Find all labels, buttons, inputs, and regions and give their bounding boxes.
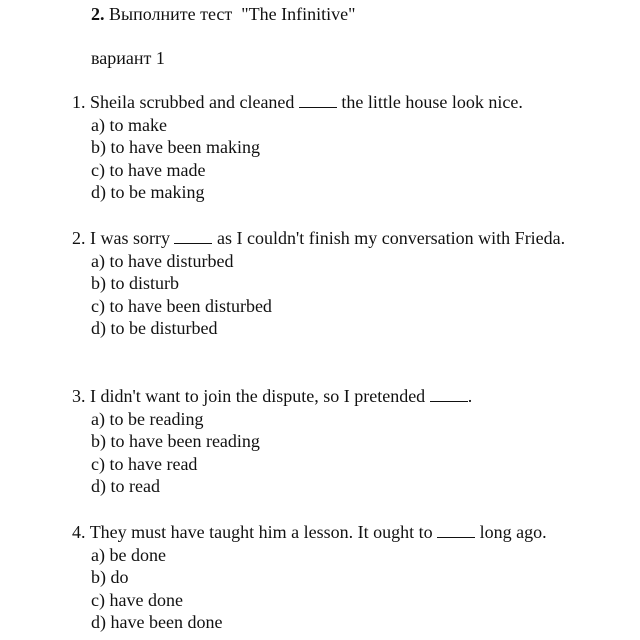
option-c: c) to have been disturbed [91, 295, 272, 316]
answer-blank [430, 387, 468, 402]
question-text-after-blank: . [467, 386, 473, 406]
question-text [72, 91, 594, 114]
option-a: a) to be reading [91, 408, 204, 429]
question-text-after-blank: the little house look nice. [341, 92, 523, 112]
question-text-before-blank: I was sorry [90, 228, 170, 248]
option-d: d) to read [91, 476, 160, 496]
options-list [72, 250, 594, 340]
question-text [72, 385, 594, 408]
answer-blank [437, 523, 475, 538]
question-2 [72, 227, 594, 340]
options-list [72, 408, 594, 498]
task-text: Выполните тест "The Infinitive" [109, 4, 356, 24]
option-d: d) have been done [91, 612, 223, 632]
options-list [72, 114, 594, 204]
question-text-after-blank: as I couldn't finish my conversation with Frieda. [216, 228, 566, 248]
question-3 [72, 385, 594, 498]
question-text-before-blank: They must have taught him a lesson. It ought to [89, 522, 433, 542]
answer-blank [174, 229, 212, 244]
question-text-after-blank: long ago. [479, 522, 547, 542]
question-text [72, 521, 594, 544]
question-number: 3. [72, 386, 86, 406]
option-a: a) to make [91, 114, 167, 135]
question-text [72, 227, 594, 250]
question-text-before-blank: Sheila scrubbed and cleaned [90, 92, 295, 112]
question-1 [72, 91, 594, 204]
answer-blank [299, 93, 337, 108]
option-d: d) to be making [91, 182, 205, 202]
question-number: 1. [72, 92, 86, 112]
option-d: d) to be disturbed [91, 318, 218, 338]
question-number: 4. [72, 522, 86, 542]
option-c: c) to have read [91, 453, 198, 474]
options-list [72, 544, 594, 634]
option-b: b) to have been reading [91, 431, 260, 451]
option-b: b) do [91, 567, 129, 587]
question-4 [72, 521, 594, 634]
option-c: c) have done [91, 589, 183, 610]
question-number: 2. [72, 228, 86, 248]
question-text-before-blank: I didn't want to join the dispute, so I pretended [90, 386, 426, 406]
task-number: 2. [91, 4, 105, 24]
variant-label: вариант 1 [91, 48, 165, 68]
task-title [91, 3, 355, 25]
option-b: b) to have been making [91, 137, 260, 157]
option-c: c) to have made [91, 159, 206, 180]
option-b: b) to disturb [91, 273, 179, 293]
option-a: a) be done [91, 544, 166, 565]
option-a: a) to have disturbed [91, 250, 234, 271]
